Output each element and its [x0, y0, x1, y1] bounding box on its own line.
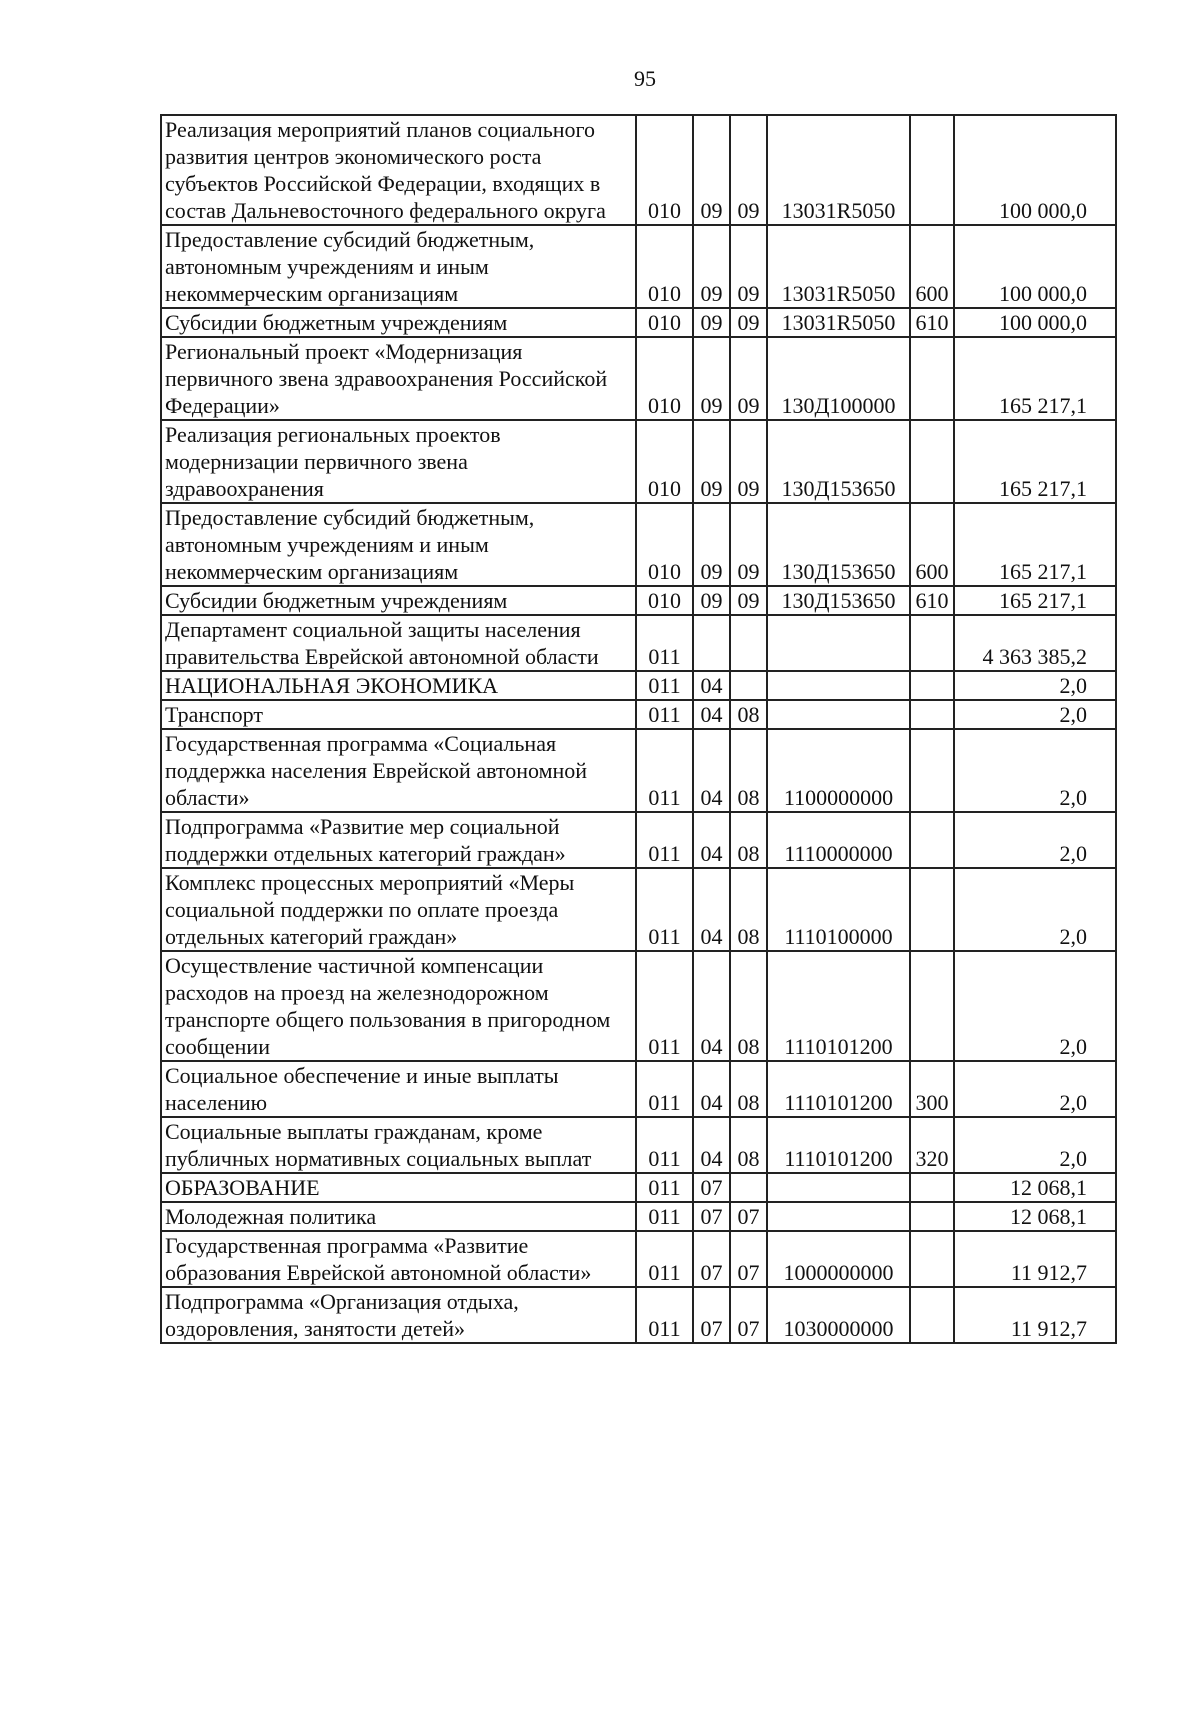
row-target-article-code — [767, 671, 910, 700]
row-expense-type-code: 600 — [910, 503, 954, 586]
row-grbs-code: 011 — [636, 1173, 693, 1202]
table-row — [161, 586, 1116, 615]
table-row — [161, 1287, 1116, 1343]
row-expense-type-code — [910, 337, 954, 420]
row-expense-type-code — [910, 729, 954, 812]
row-grbs-code: 010 — [636, 115, 693, 225]
row-name: Предоставление субсидий бюджетным, автономным учреждениям и иным некоммерческим организациям — [161, 225, 636, 308]
row-amount: 100 000,0 — [954, 115, 1116, 225]
row-target-article-code — [767, 615, 910, 671]
row-target-article-code: 1110101200 — [767, 951, 910, 1061]
row-expense-type-code: 300 — [910, 1061, 954, 1117]
table-row — [161, 420, 1116, 503]
row-target-article-code: 1000000000 — [767, 1231, 910, 1287]
row-expense-type-code: 600 — [910, 225, 954, 308]
row-section-code — [693, 615, 730, 671]
row-amount: 165 217,1 — [954, 337, 1116, 420]
row-section-code: 09 — [693, 308, 730, 337]
budget-table-body — [161, 115, 1116, 1343]
table-row — [161, 1202, 1116, 1231]
table-row — [161, 115, 1116, 225]
row-section-code: 07 — [693, 1202, 730, 1231]
table-row — [161, 671, 1116, 700]
table-row — [161, 1117, 1116, 1173]
table-row — [161, 337, 1116, 420]
row-grbs-code: 011 — [636, 1202, 693, 1231]
row-name: Осуществление частичной компенсации расходов на проезд на железнодорожном транспорте общего пользования в пригородном сообщении — [161, 951, 636, 1061]
table-row — [161, 868, 1116, 951]
row-subsection-code: 09 — [730, 586, 767, 615]
row-name: Социальные выплаты гражданам, кроме публичных нормативных социальных выплат — [161, 1117, 636, 1173]
row-target-article-code: 130Д153650 — [767, 420, 910, 503]
row-amount: 2,0 — [954, 700, 1116, 729]
table-row — [161, 503, 1116, 586]
table-row — [161, 951, 1116, 1061]
row-expense-type-code: 320 — [910, 1117, 954, 1173]
row-expense-type-code — [910, 951, 954, 1061]
row-name: Реализация мероприятий планов социального развития центров экономического роста субъектов Российской Федерации, входящих в состав Дальневосточного федерального округа — [161, 115, 636, 225]
row-subsection-code: 08 — [730, 812, 767, 868]
row-grbs-code: 011 — [636, 671, 693, 700]
row-section-code: 09 — [693, 586, 730, 615]
row-amount: 100 000,0 — [954, 308, 1116, 337]
row-subsection-code — [730, 1173, 767, 1202]
row-target-article-code — [767, 700, 910, 729]
table-row — [161, 812, 1116, 868]
row-expense-type-code — [910, 1231, 954, 1287]
row-target-article-code: 130Д100000 — [767, 337, 910, 420]
row-amount: 12 068,1 — [954, 1173, 1116, 1202]
row-subsection-code: 09 — [730, 420, 767, 503]
row-section-code: 09 — [693, 420, 730, 503]
row-name: ОБРАЗОВАНИЕ — [161, 1173, 636, 1202]
row-section-code: 09 — [693, 337, 730, 420]
row-amount: 2,0 — [954, 868, 1116, 951]
row-amount: 11 912,7 — [954, 1287, 1116, 1343]
row-subsection-code: 08 — [730, 1061, 767, 1117]
row-target-article-code: 1030000000 — [767, 1287, 910, 1343]
row-grbs-code: 011 — [636, 729, 693, 812]
row-subsection-code: 09 — [730, 308, 767, 337]
row-name: Государственная программа «Социальная поддержка населения Еврейской автономной области» — [161, 729, 636, 812]
row-name: Социальное обеспечение и иные выплаты населению — [161, 1061, 636, 1117]
row-subsection-code — [730, 671, 767, 700]
row-expense-type-code — [910, 700, 954, 729]
row-amount: 2,0 — [954, 671, 1116, 700]
row-amount: 165 217,1 — [954, 420, 1116, 503]
row-section-code: 04 — [693, 951, 730, 1061]
row-section-code: 04 — [693, 671, 730, 700]
row-name: Реализация региональных проектов модернизации первичного звена здравоохранения — [161, 420, 636, 503]
row-section-code: 04 — [693, 729, 730, 812]
row-name: Молодежная политика — [161, 1202, 636, 1231]
row-target-article-code: 13031R5050 — [767, 308, 910, 337]
row-expense-type-code — [910, 1202, 954, 1231]
row-name: Транспорт — [161, 700, 636, 729]
row-amount: 12 068,1 — [954, 1202, 1116, 1231]
row-amount: 2,0 — [954, 951, 1116, 1061]
table-row — [161, 729, 1116, 812]
row-section-code: 07 — [693, 1173, 730, 1202]
row-name: Подпрограмма «Развитие мер социальной поддержки отдельных категорий граждан» — [161, 812, 636, 868]
row-grbs-code: 011 — [636, 1231, 693, 1287]
row-section-code: 09 — [693, 115, 730, 225]
row-grbs-code: 010 — [636, 503, 693, 586]
row-section-code: 04 — [693, 1061, 730, 1117]
row-grbs-code: 010 — [636, 586, 693, 615]
row-expense-type-code — [910, 812, 954, 868]
row-expense-type-code: 610 — [910, 308, 954, 337]
row-expense-type-code — [910, 615, 954, 671]
row-section-code: 04 — [693, 700, 730, 729]
table-row — [161, 308, 1116, 337]
row-amount: 100 000,0 — [954, 225, 1116, 308]
row-amount: 2,0 — [954, 729, 1116, 812]
table-row — [161, 1231, 1116, 1287]
row-expense-type-code — [910, 1287, 954, 1343]
table-row — [161, 1061, 1116, 1117]
row-section-code: 04 — [693, 1117, 730, 1173]
row-expense-type-code — [910, 1173, 954, 1202]
row-subsection-code: 09 — [730, 503, 767, 586]
row-grbs-code: 011 — [636, 868, 693, 951]
row-subsection-code: 08 — [730, 700, 767, 729]
row-subsection-code: 08 — [730, 868, 767, 951]
row-section-code: 04 — [693, 812, 730, 868]
row-section-code: 04 — [693, 868, 730, 951]
table-row — [161, 225, 1116, 308]
row-amount: 2,0 — [954, 812, 1116, 868]
row-grbs-code: 011 — [636, 1117, 693, 1173]
row-subsection-code — [730, 615, 767, 671]
row-subsection-code: 08 — [730, 951, 767, 1061]
row-subsection-code: 08 — [730, 729, 767, 812]
row-section-code: 07 — [693, 1287, 730, 1343]
row-target-article-code — [767, 1202, 910, 1231]
row-name: Субсидии бюджетным учреждениям — [161, 308, 636, 337]
row-expense-type-code — [910, 868, 954, 951]
row-grbs-code: 010 — [636, 308, 693, 337]
row-subsection-code: 07 — [730, 1202, 767, 1231]
row-grbs-code: 011 — [636, 951, 693, 1061]
row-name: Подпрограмма «Организация отдыха, оздоровления, занятости детей» — [161, 1287, 636, 1343]
row-target-article-code: 1100000000 — [767, 729, 910, 812]
row-expense-type-code — [910, 420, 954, 503]
row-subsection-code: 09 — [730, 225, 767, 308]
row-grbs-code: 010 — [636, 420, 693, 503]
row-target-article-code: 1110000000 — [767, 812, 910, 868]
row-expense-type-code — [910, 671, 954, 700]
table-row — [161, 1173, 1116, 1202]
budget-table — [160, 114, 1117, 1344]
row-amount: 4 363 385,2 — [954, 615, 1116, 671]
row-grbs-code: 010 — [636, 337, 693, 420]
row-amount: 11 912,7 — [954, 1231, 1116, 1287]
row-name: Комплекс процессных мероприятий «Меры социальной поддержки по оплате проезда отдельных категорий граждан» — [161, 868, 636, 951]
row-target-article-code: 13031R5050 — [767, 225, 910, 308]
row-name: Департамент социальной защиты населения правительства Еврейской автономной области — [161, 615, 636, 671]
row-section-code: 07 — [693, 1231, 730, 1287]
row-amount: 2,0 — [954, 1061, 1116, 1117]
row-subsection-code: 08 — [730, 1117, 767, 1173]
row-grbs-code: 011 — [636, 700, 693, 729]
row-subsection-code: 09 — [730, 115, 767, 225]
row-name: Субсидии бюджетным учреждениям — [161, 586, 636, 615]
row-expense-type-code — [910, 115, 954, 225]
row-grbs-code: 011 — [636, 812, 693, 868]
row-target-article-code: 1110100000 — [767, 868, 910, 951]
row-name: Государственная программа «Развитие образования Еврейской автономной области» — [161, 1231, 636, 1287]
row-amount: 2,0 — [954, 1117, 1116, 1173]
row-grbs-code: 011 — [636, 1287, 693, 1343]
row-target-article-code: 130Д153650 — [767, 503, 910, 586]
row-target-article-code: 1110101200 — [767, 1117, 910, 1173]
table-row — [161, 615, 1116, 671]
row-target-article-code: 130Д153650 — [767, 586, 910, 615]
row-name: НАЦИОНАЛЬНАЯ ЭКОНОМИКА — [161, 671, 636, 700]
row-grbs-code: 011 — [636, 1061, 693, 1117]
row-subsection-code: 09 — [730, 337, 767, 420]
table-row — [161, 700, 1116, 729]
row-grbs-code: 010 — [636, 225, 693, 308]
row-name: Региональный проект «Модернизация первичного звена здравоохранения Российской Федерации» — [161, 337, 636, 420]
row-amount: 165 217,1 — [954, 503, 1116, 586]
row-section-code: 09 — [693, 503, 730, 586]
row-grbs-code: 011 — [636, 615, 693, 671]
row-subsection-code: 07 — [730, 1231, 767, 1287]
row-subsection-code: 07 — [730, 1287, 767, 1343]
row-section-code: 09 — [693, 225, 730, 308]
row-target-article-code: 1110101200 — [767, 1061, 910, 1117]
row-expense-type-code: 610 — [910, 586, 954, 615]
row-amount: 165 217,1 — [954, 586, 1116, 615]
row-name: Предоставление субсидий бюджетным, автономным учреждениям и иным некоммерческим организациям — [161, 503, 636, 586]
row-target-article-code: 13031R5050 — [767, 115, 910, 225]
row-target-article-code — [767, 1173, 910, 1202]
page-number: 95 — [634, 66, 656, 91]
